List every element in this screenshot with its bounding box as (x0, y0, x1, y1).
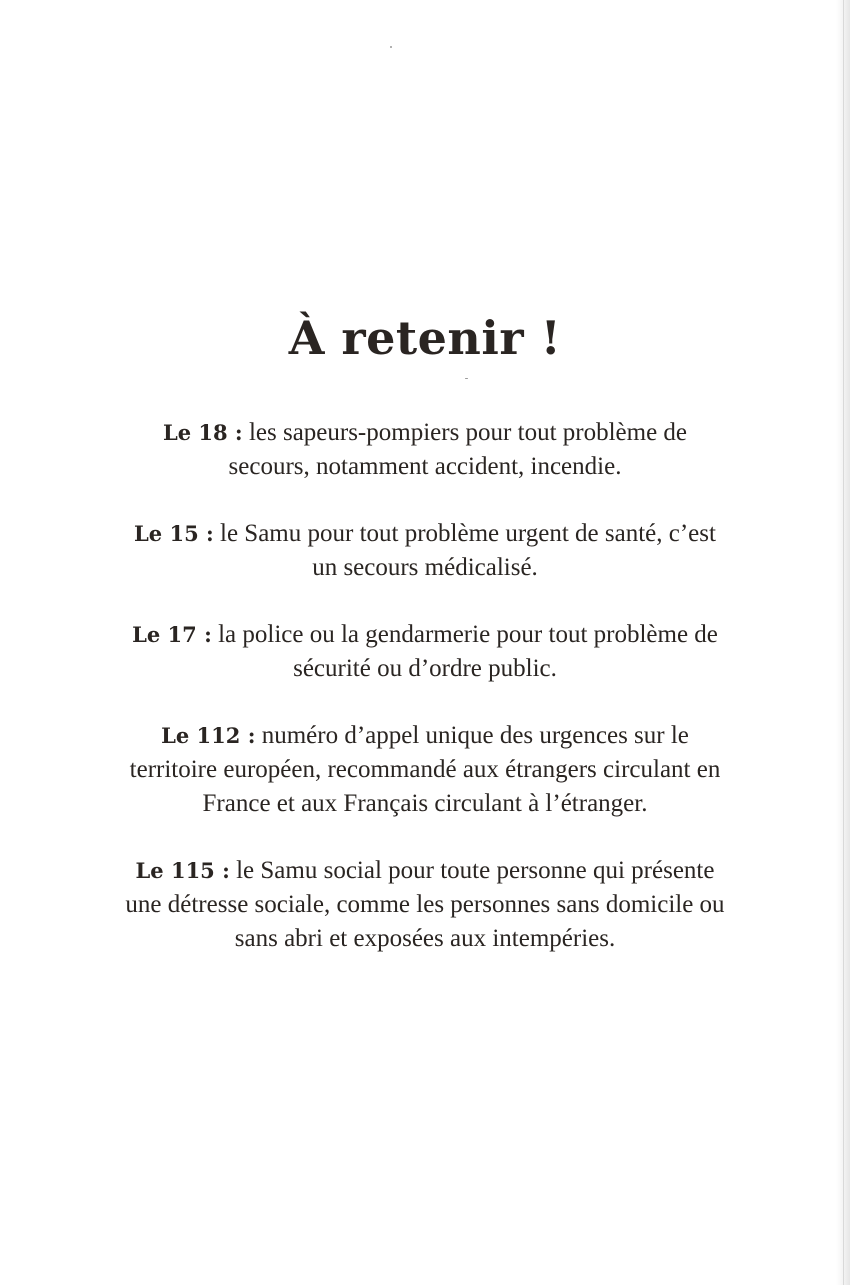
page-title: À retenir ! (288, 310, 562, 365)
paper-speck (465, 378, 468, 379)
entry-label: Le 115 : (135, 858, 230, 883)
entry-label: Le 18 : (162, 420, 243, 445)
emergency-numbers-list (120, 416, 730, 989)
emergency-entry-15 (120, 517, 730, 585)
entry-text: la police ou la gendarmerie pour tout problème de sécurité ou d’ordre public. (218, 621, 718, 682)
entry-text: numéro d’appel unique des urgences sur le territoire européen, recommandé aux étrangers circulant en France et aux Français circulant à l’étranger. (129, 722, 721, 817)
emergency-entry-18 (120, 416, 730, 484)
entry-text: le Samu pour tout problème urgent de santé, c’est un secours médicalisé. (220, 520, 716, 581)
entry-label: Le 112 : (161, 723, 256, 748)
emergency-entry-17 (120, 618, 730, 686)
entry-label: Le 17 : (132, 622, 212, 647)
page-edge-line (843, 0, 844, 1285)
entry-label: Le 15 : (134, 521, 214, 546)
entry-text: le Samu social pour toute personne qui présente une détresse sociale, comme les personnes sans domicile ou sans abri et exposées aux intempéries. (125, 857, 725, 952)
emergency-entry-112 (120, 719, 730, 821)
entry-text: les sapeurs-pompiers pour tout problème de secours, notamment accident, incendie. (228, 419, 688, 480)
paper-speck (390, 46, 392, 48)
emergency-entry-115 (120, 854, 730, 956)
